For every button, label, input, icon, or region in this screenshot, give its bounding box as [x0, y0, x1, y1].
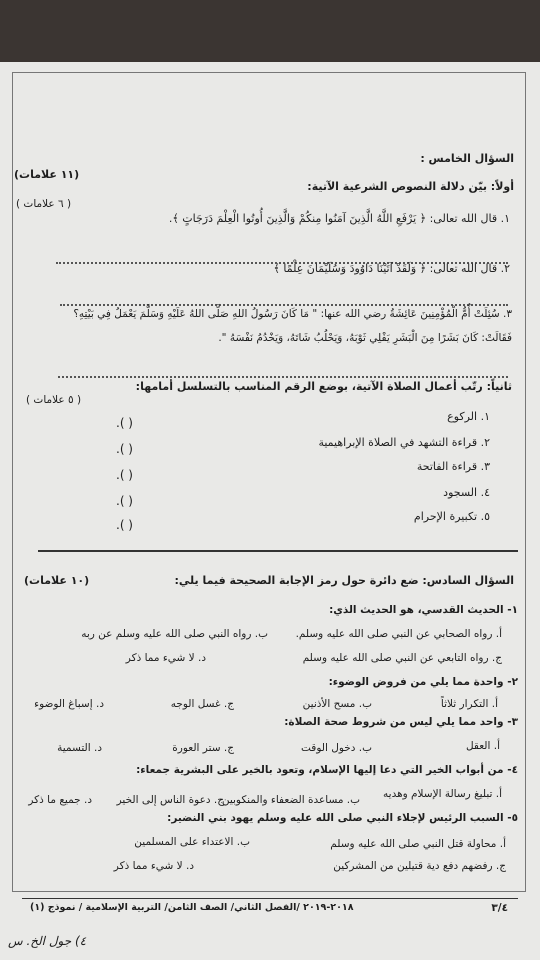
q6-2-option-b[interactable]: ب. مسح الأذنين: [302, 698, 372, 710]
prayer-item-3: ٣. قراءة الفاتحة: [416, 460, 490, 473]
q5-total-marks: (١١ علامات): [14, 168, 80, 181]
q6-3-option-a[interactable]: أ. العقل: [465, 740, 500, 752]
footer-page-number: ٣/٤: [491, 902, 508, 914]
q6-5-option-b[interactable]: ب. الاعتداء على المسلمين: [134, 836, 250, 848]
q6-2-option-d[interactable]: د. إسباغ الوضوء: [34, 698, 104, 710]
footer-course-info: ٢٠١٨-٢٠١٩ /الفصل الثاني/ الصف الثامن/ التربية الإسلامية / نموذج (١): [30, 902, 354, 913]
order-blank-3[interactable]: ( ).: [116, 468, 133, 482]
q6-2-stem: ٢- واحدة مما يلي من فروض الوضوء:: [328, 676, 518, 688]
q5-text-3b: فَقَالَتْ: كَانَ بَشَرًا مِنَ الْبَشَرِ يَفْلِي ثَوْبَهُ، وَيَحْلُبُ شَاتَهُ، وَيَخْدُمُ نَفْسَهُ ".: [218, 332, 512, 344]
q5-part2-marks: ( ٥ علامات ): [26, 394, 82, 406]
q6-4-option-c[interactable]: ج. دعوة الناس إلى الخير: [116, 794, 224, 806]
q6-3-option-d[interactable]: د. التسمية: [57, 742, 102, 754]
q6-5-option-a[interactable]: أ. محاولة قتل النبي صلى الله عليه وسلم: [330, 838, 506, 850]
q6-marks: (١٠ علامات): [24, 574, 90, 587]
q6-2-option-a[interactable]: أ. التكرار ثلاثاً: [440, 698, 498, 710]
answer-line-3: [58, 376, 508, 378]
q6-5-option-d[interactable]: د. لا شيء مما ذكر: [113, 860, 194, 872]
q6-title: السؤال السادس: ضع دائرة حول رمز الإجابة الصحيحة فيما يلي:: [174, 574, 514, 587]
order-blank-4[interactable]: ( ).: [116, 494, 133, 508]
section-divider: [38, 550, 518, 552]
q6-2-option-c[interactable]: ج. غسل الوجه: [170, 698, 234, 710]
prayer-item-4: ٤. السجود: [443, 486, 490, 499]
prayer-item-5: ٥. تكبيرة الإحرام: [413, 510, 490, 523]
q6-1-option-c[interactable]: ج. رواه التابعي عن النبي صلى الله عليه وسلم: [302, 652, 502, 664]
answer-line-2: [60, 304, 508, 306]
order-blank-1[interactable]: ( ).: [116, 416, 133, 430]
q6-5-stem: ٥- السبب الرئيس لإجلاء النبي صلى الله عليه وسلم يهود بني النضير:: [167, 812, 518, 824]
q5-text-1: ١. قال الله تعالى: ﴿ يَرْفَعِ اللَّهُ الَّذِينَ آمَنُوا مِنكُمْ وَالَّذِينَ أُوتُوا الْعِلْمَ دَرَجَاتٍ ﴾.: [168, 212, 510, 225]
q6-1-option-b[interactable]: ب. رواه النبي صلى الله عليه وسلم عن ربه: [81, 628, 268, 640]
handwritten-note: ٤) جول الخ. س: [8, 934, 87, 948]
q6-5-option-c[interactable]: ج. رفضهم دفع دية قتيلين من المشركين: [333, 860, 506, 872]
prayer-item-2: ٢. قراءة التشهد في الصلاة الإبراهيمية: [318, 436, 490, 449]
order-blank-2[interactable]: ( ).: [116, 442, 133, 456]
q6-3-option-b[interactable]: ب. دخول الوقت: [301, 742, 372, 754]
q6-4-option-d[interactable]: د. جميع ما ذكر: [28, 794, 92, 806]
q6-4-option-a[interactable]: أ. تبليغ رسالة الإسلام وهديه: [383, 788, 502, 800]
footer-divider: [22, 898, 518, 899]
q6-1-option-a[interactable]: أ. رواه الصحابي عن النبي صلى الله عليه وسلم.: [295, 628, 502, 640]
q5-part2-title: ثانياً: رتّب أعمال الصلاة الآتية، بوضع الرقم المناسب بالتسلسل أمامها:: [135, 380, 512, 393]
q6-3-stem: ٣- واحد مما يلي ليس من شروط صحة الصلاة:: [284, 716, 518, 728]
q6-4-option-b[interactable]: ب. مساعدة الضعفاء والمنكوبين: [221, 794, 360, 806]
q5-part1-marks: ( ٦ علامات ): [16, 198, 72, 210]
q6-1-option-d[interactable]: د. لا شيء مما ذكر: [125, 652, 206, 664]
q6-3-option-c[interactable]: ج. ستر العورة: [172, 742, 234, 754]
prayer-item-1: ١. الركوع: [447, 410, 490, 423]
q5-text-3a: ٣. سُئِلَتْ أُمُّ الْمُؤْمِنِينَ عَائِشَةُ رضي الله عنها: " مَا كَانَ رَسُولُ اللهِ صَلَّى اللهُ عَلَيْهِ وَسَلَّمَ يَعْمَلُ فِي بَيْتِهِ؟: [73, 308, 512, 320]
q6-4-stem: ٤- من أبواب الخير التي دعا إليها الإسلام، وتعود بالخير على البشرية جمعاء:: [136, 764, 518, 776]
q5-title: السؤال الخامس :: [420, 152, 514, 165]
q5-part1-title: أولاً: بيّن دلالة النصوص الشرعية الآتية:: [307, 180, 514, 193]
order-blank-5[interactable]: ( ).: [116, 518, 133, 532]
q5-text-2: ٢. قال الله تعالى: ﴿ وَلَقَدْ آتَيْنَا دَاوُودَ وَسُلَيْمَانَ عِلْمًا ﴾: [273, 262, 510, 275]
q6-1-stem: ١- الحديث القدسي، هو الحديث الذي:: [329, 604, 518, 616]
